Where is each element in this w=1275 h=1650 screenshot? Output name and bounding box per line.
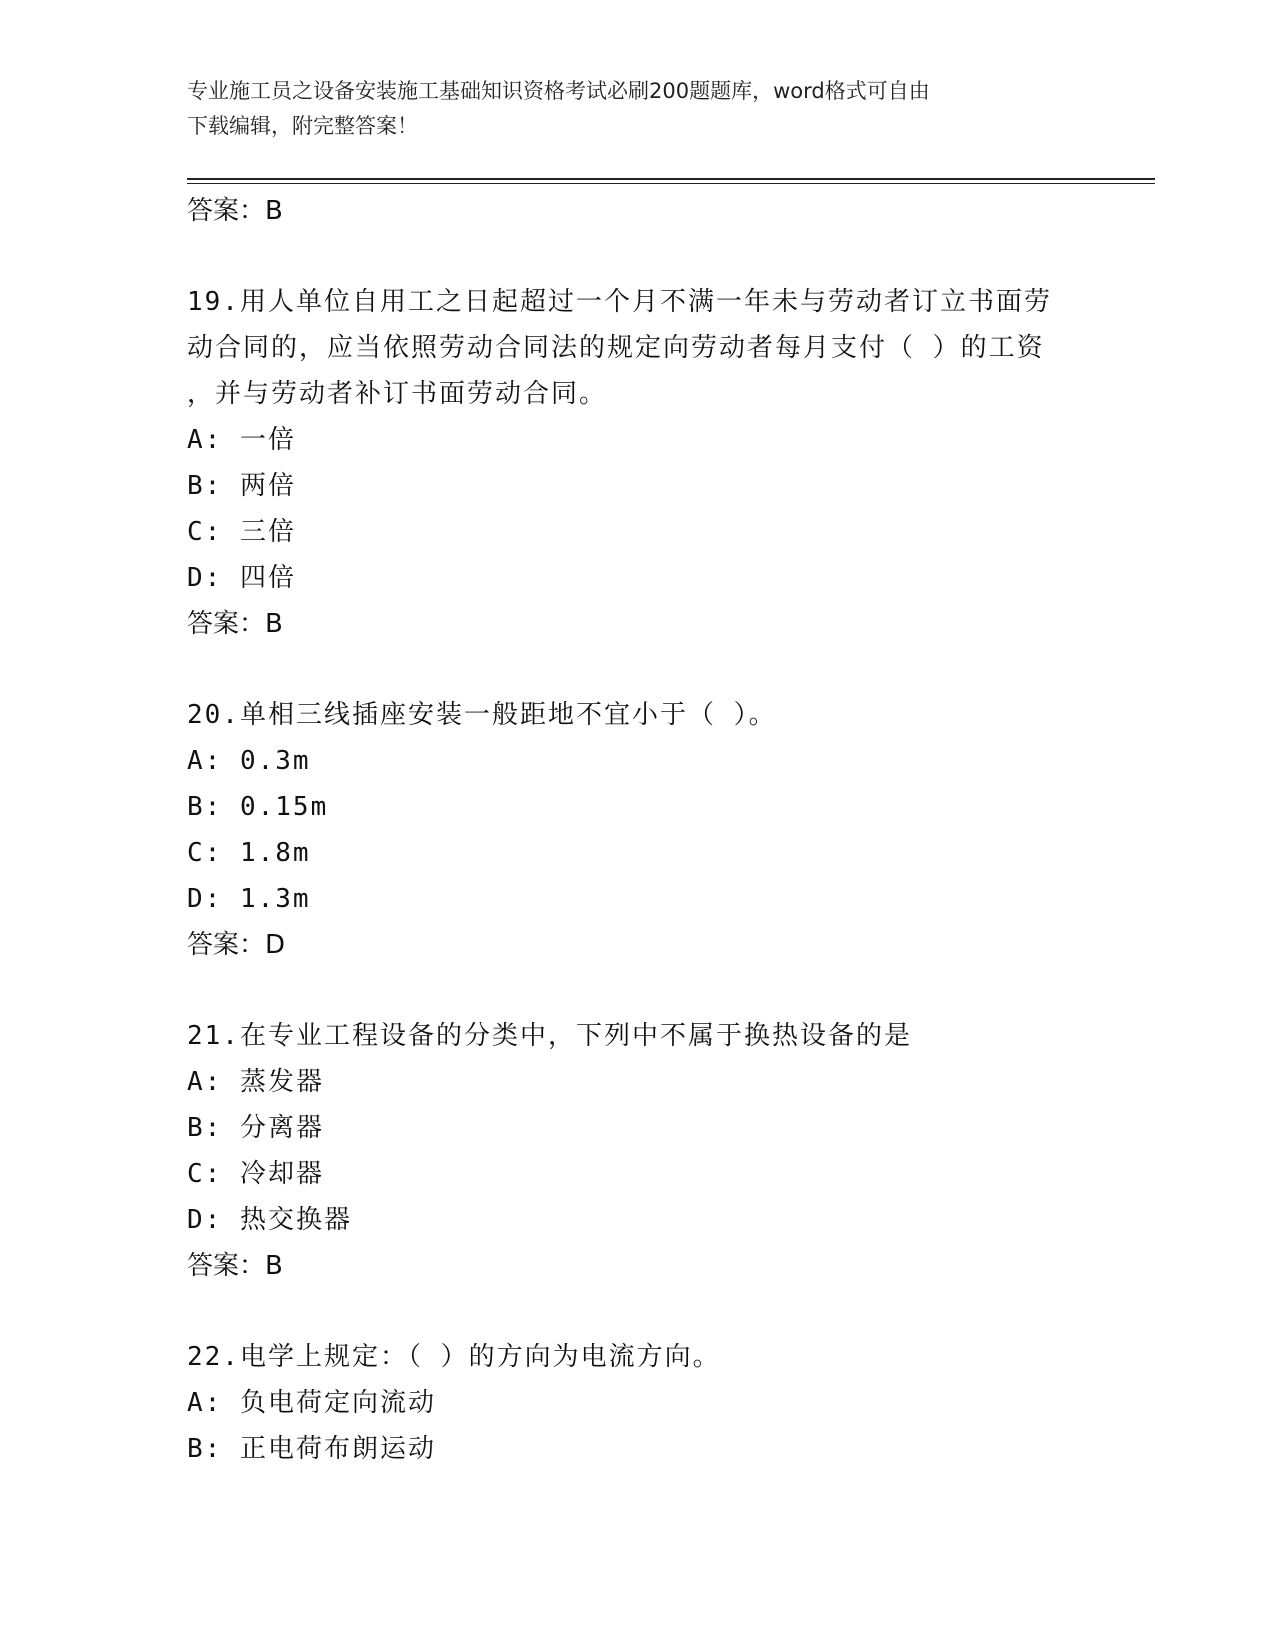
header-divider	[187, 178, 1155, 180]
question-list	[187, 188, 1087, 1472]
option-a: A: 蒸发器	[187, 1067, 324, 1097]
question-19	[187, 279, 1087, 647]
header-divider-thin	[187, 183, 1155, 184]
option-b: B: 分离器	[187, 1113, 324, 1143]
option-a: A: 一倍	[187, 425, 296, 455]
question-text: 19.用人单位自用工之日起超过一个月不满一年未与劳动者订立书面劳	[187, 287, 1052, 317]
option-b: B: 0.15m	[187, 792, 329, 822]
option-d: D: 1.3m	[187, 884, 311, 914]
answer-line: 答案：B	[187, 196, 283, 226]
option-a: A: 0.3m	[187, 746, 311, 776]
question-text: 动合同的，应当依照劳动合同法的规定向劳动者每月支付（ ）的工资	[187, 333, 1045, 363]
option-c: C: 1.8m	[187, 838, 311, 868]
question-20	[187, 692, 1087, 968]
answer-line: 答案：B	[187, 609, 283, 639]
question-text: ，并与劳动者补订书面劳动合同。	[187, 379, 608, 409]
question-text: 21.在专业工程设备的分类中，下列中不属于换热设备的是	[187, 1021, 912, 1051]
header-line-2: 下载编辑，附完整答案！	[187, 114, 418, 138]
answer-line: 答案：D	[187, 930, 286, 960]
option-d: D: 四倍	[187, 563, 296, 593]
option-b: B: 正电荷布朗运动	[187, 1434, 436, 1464]
option-c: C: 冷却器	[187, 1159, 324, 1189]
question-text: 22.电学上规定：（ ）的方向为电流方向。	[187, 1342, 721, 1372]
option-d: D: 热交换器	[187, 1205, 352, 1235]
document-header	[187, 74, 1087, 144]
option-a: A: 负电荷定向流动	[187, 1388, 436, 1418]
header-line-1: 专业施工员之设备安装施工基础知识资格考试必刷200题题库，word格式可自由	[187, 79, 930, 103]
question-22	[187, 1334, 1087, 1472]
answer-line: 答案：B	[187, 1251, 283, 1281]
option-c: C: 三倍	[187, 517, 296, 547]
question-text: 20.单相三线插座安装一般距地不宜小于（ ）。	[187, 700, 777, 730]
option-b: B: 两倍	[187, 471, 296, 501]
question-21	[187, 1013, 1087, 1289]
